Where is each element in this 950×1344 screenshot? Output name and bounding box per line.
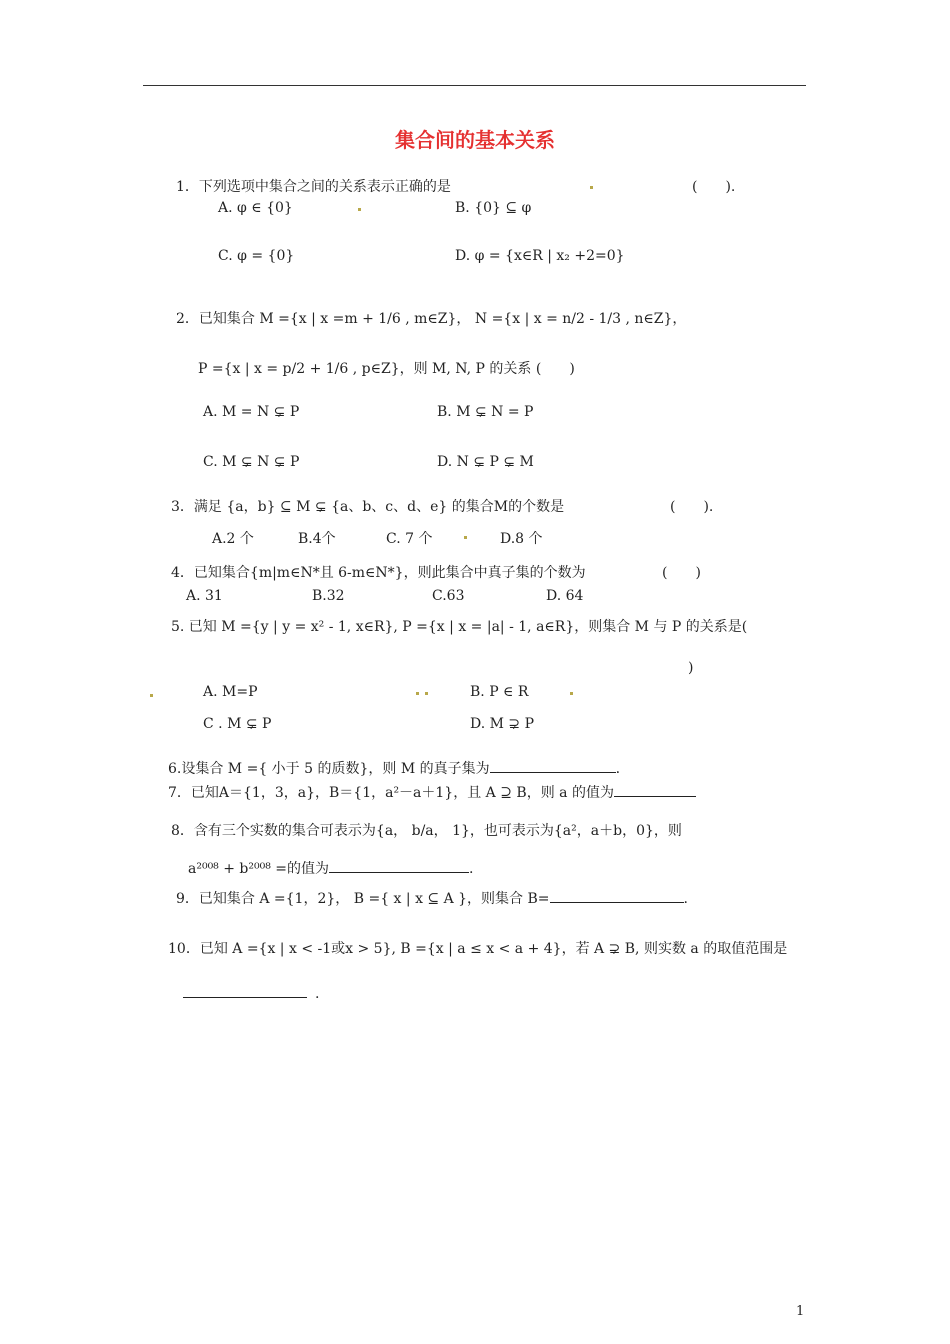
q5-option-d: D. M ⊋ P [470,716,535,732]
scan-dot [425,692,428,695]
scan-dot [570,692,573,695]
q6-stem: 6.设集合 M ={ 小于 5 的质数}，则 M 的真子集为 [168,761,490,777]
q8-question-line2 [188,858,473,878]
q9-question [176,888,688,908]
q7-answer-blank[interactable] [614,783,696,797]
q1-option-c: C. φ = {0} [218,248,295,264]
q2-option-b: B. M ⊊ N = P [437,404,534,420]
q3-option-c: C. 7 个 [386,531,433,547]
q10-answer-blank[interactable] [183,984,307,998]
page-number: 1 [796,1304,805,1319]
q9-answer-blank[interactable] [550,889,684,903]
q5-option-c: C . M ⊊ P [203,716,272,732]
q3-stem: 3．满足 {a，b} ⊆ M ⊊ {a、b、c、d、e} 的集合M的个数是 [171,499,565,515]
q8-answer-blank[interactable] [329,859,469,873]
q3-answer-paren: ( ). [670,499,714,515]
scan-dot [464,536,467,539]
q7-stem: 7．已知A＝{1，3，a}，B＝{1，a²－a＋1}，且 A ⊇ B，则 a 的值为 [168,785,614,801]
q9-end: . [683,891,688,907]
scan-dot [416,692,419,695]
q8-stem-line2: a²⁰⁰⁸ + b²⁰⁰⁸ =的值为 [188,861,330,877]
q3-option-d: D.8 个 [500,531,543,547]
q4-stem: 4．已知集合{m|m∈N*且 6-m∈N*}，则此集合中真子集的个数为 [171,565,586,581]
q3-option-b: B.4个 [298,531,336,547]
q9-stem: 9．已知集合 A ={1，2}， B ={ x | x ⊆ A }，则集合 B= [176,891,550,907]
q3-option-a: A.2 个 [212,531,254,547]
page-title: 集合间的基本关系 [395,128,555,152]
q2-option-c: C. M ⊊ N ⊊ P [203,454,300,470]
q2-stem: 2．已知集合 M ={x | x =m + 1/6 , m∈Z}， N ={x | x = n/2 - 1/3 , n∈Z}， [176,311,687,327]
q2-stem-line2: P ={x | x = p/2 + 1/6 , p∈Z}，则 M, N, P 的关系 ( ) [198,361,575,377]
q8-stem: 8．含有三个实数的集合可表示为{a， b/a， 1}，也可表示为{a²，a＋b，0}，则 [171,823,682,839]
scan-dot [150,694,153,697]
q1-option-b: B. {0} ⊆ φ [455,200,532,216]
q1-option-a: A. φ ∈ {0} [218,200,293,216]
q10-end: . [315,986,320,1002]
q6-end: . [615,761,621,777]
q1-option-d: D. φ = {x∈R | x₂ +2=0} [455,248,625,264]
scan-dot [590,186,593,189]
header-rule [143,85,806,86]
q6-answer-blank[interactable] [490,759,616,773]
q2-option-a: A. M = N ⊊ P [203,404,300,420]
scan-dot [358,208,361,211]
q4-answer-paren: ( ) [662,565,701,581]
q4-option-c: C.63 [432,588,465,604]
q2-option-d: D. N ⊊ P ⊊ M [437,454,534,470]
q1-answer-paren: ( ). [692,179,736,195]
q8-end: . [469,861,474,877]
q4-option-a: A. 31 [186,588,223,604]
q5-option-b: B. P ∈ R [470,684,529,700]
q6-question [168,758,620,778]
q10-answer-line [183,984,319,1002]
q7-question [168,782,696,802]
q5-close-paren: ) [688,660,694,676]
q4-option-b: B.32 [312,588,345,604]
q4-option-d: D. 64 [546,588,584,604]
q5-option-a: A. M=P [203,684,258,700]
q5-stem: 5. 已知 M ={y | y = x² - 1, x∈R}, P ={x | x = |a| - 1, a∈R}，则集合 M 与 P 的关系是( [171,619,748,635]
q10-stem: 10．已知 A ={x | x < -1或x > 5}, B ={x | a ≤ x < a + 4}，若 A ⊋ B, 则实数 a 的取值范围是 [168,941,788,957]
q1-stem: 1．下列选项中集合之间的关系表示正确的是 [176,179,451,195]
